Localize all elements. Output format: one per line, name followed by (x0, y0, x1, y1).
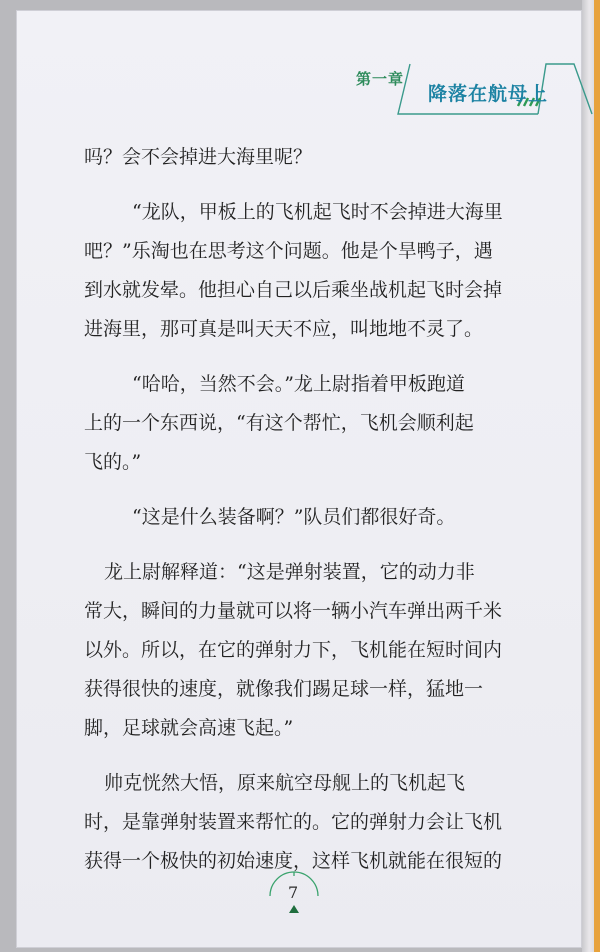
text-line: 上的一个东西说，“有这个帮忙，飞机会顺利起 (84, 412, 474, 434)
book-page (16, 10, 582, 948)
text-line: 飞的。” (84, 451, 142, 473)
page-triangle-icon (289, 905, 299, 913)
text-line: 时，是靠弹射装置来帮忙的。它的弹射力会让飞机 (84, 811, 503, 833)
page-number: 7 (288, 883, 299, 902)
text-line: 常大，瞬间的力量就可以将一辆小汽车弹出两千米 (84, 600, 503, 622)
page-number-badge (264, 868, 324, 918)
text-line: 以外。所以，在它的弹射力下，飞机能在短时间内 (84, 639, 503, 661)
text-line: “这是什么装备啊？”队员们都很好奇。 (132, 506, 456, 528)
text-line: “龙队，甲板上的飞机起飞时不会掉进大海里 (132, 201, 503, 223)
body-text (84, 138, 554, 881)
text-line: 吧？”乐淘也在思考这个问题。他是个旱鸭子，遇 (84, 240, 493, 262)
text-line: 龙上尉解释道：“这是弹射装置，它的动力非 (104, 561, 475, 583)
text-line: 获得很快的速度，就像我们踢足球一样，猛地一 (84, 678, 484, 700)
text-line: 获得一个极快的初始速度，这样飞机就能在很短的 (84, 850, 503, 872)
book-edge (582, 0, 600, 952)
text-line: 进海里，那可真是叫天天不应，叫地地不灵了。 (84, 318, 484, 340)
book-edge-orange (594, 0, 600, 952)
text-line: 吗？会不会掉进大海里呢？ (84, 146, 313, 168)
chapter-title: 降落在航母上 (428, 83, 549, 105)
text-line: 帅克恍然大悟，原来航空母舰上的飞机起飞 (104, 772, 466, 794)
text-line: 脚，足球就会高速飞起。” (84, 717, 294, 739)
chapter-label: 第一章 (356, 70, 405, 88)
text-line: 到水就发晕。他担心自己以后乘坐战机起飞时会掉 (84, 279, 503, 301)
text-line: “哈哈，当然不会。”龙上尉指着甲板跑道 (132, 373, 465, 395)
